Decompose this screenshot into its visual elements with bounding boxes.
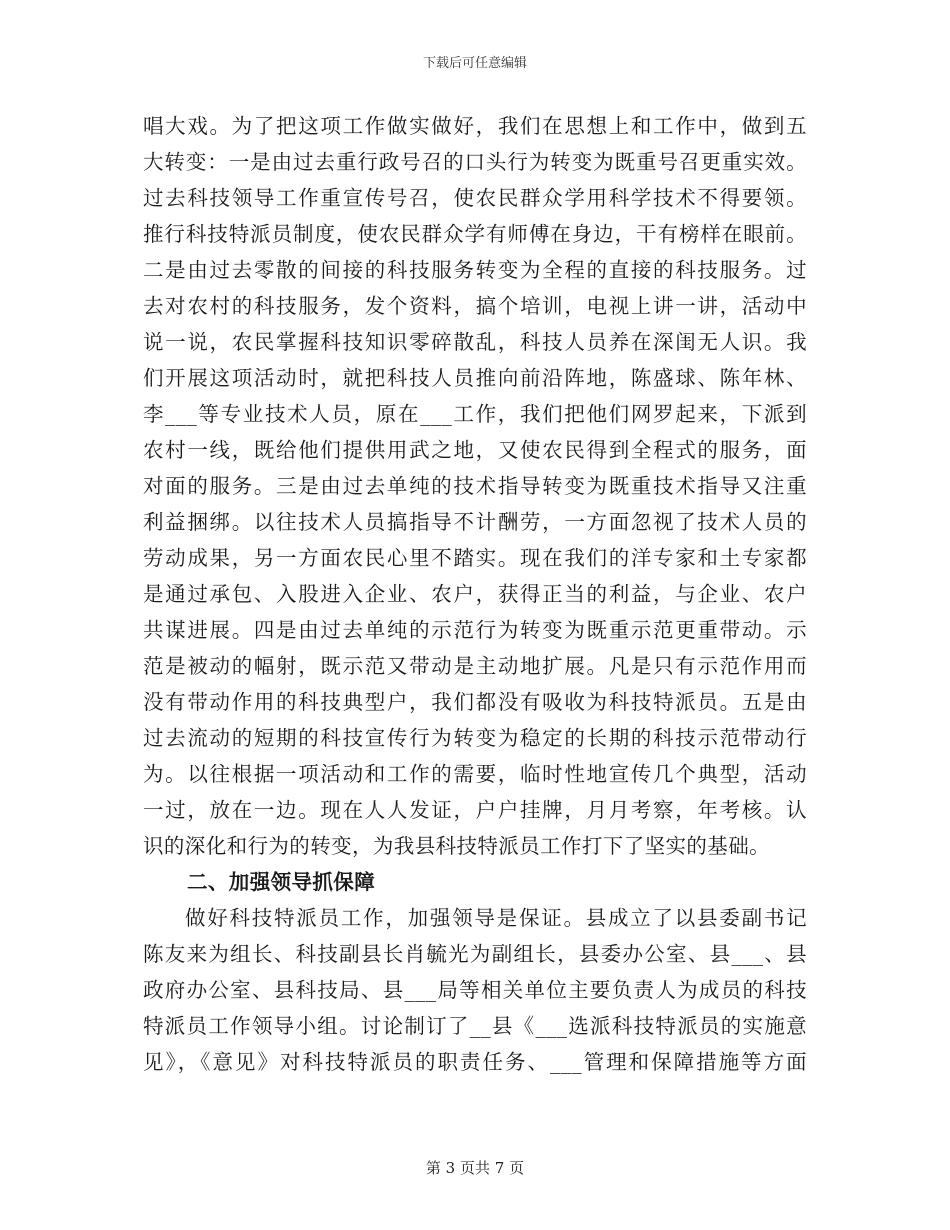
page-number: 第 3 页共 7 页: [425, 1159, 525, 1177]
body-line: 对面的服务。三是由过去单纯的技术指导转变为既重技术指导又注重: [143, 474, 807, 498]
body-line: 共谋进展。四是由过去单纯的示范行为转变为既重示范更重带动。示: [143, 618, 807, 642]
body-line: 过去科技领导工作重宣传号召，使农民群众学用科学技术不得要领。: [143, 186, 807, 210]
body-line: 识的深化和行为的转变，为我县科技特派员工作打下了坚实的基础。: [143, 834, 770, 858]
section-heading: 二、加强领导抓保障: [187, 870, 376, 894]
body-line: 利益捆绑。以往技术人员搞指导不计酬劳，一方面忽视了技术人员的: [143, 510, 807, 534]
page-header: 下载后可任意编辑: [422, 56, 527, 71]
body-line: 唱大戏。为了把这项工作做实做好，我们在思想上和工作中，做到五: [143, 114, 807, 138]
body-line: 陈友来为组长、科技副县长肖毓光为副组长，县委办公室、县___、县: [143, 942, 807, 966]
body-line: 去对农村的科技服务，发个资料，搞个培训，电视上讲一讲，活动中: [143, 294, 807, 318]
body-line: 一过，放在一边。现在人人发证，户户挂牌，月月考察，年考核。认: [143, 798, 807, 822]
body-line: 劳动成果，另一方面农民心里不踏实。现在我们的洋专家和土专家都: [143, 546, 807, 570]
body-line: 做好科技特派员工作，加强领导是保证。县成立了以县委副书记: [185, 906, 807, 930]
body-line: 没有带动作用的科技典型户，我们都没有吸收为科技特派员。五是由: [143, 690, 807, 714]
body-line: 李___等专业技术人员，原在___工作，我们把他们网罗起来，下派到: [143, 402, 807, 426]
body-line: 说一说，农民掌握科技知识零碎散乱，科技人员养在深闺无人识。我: [143, 330, 807, 354]
body-line: 们开展这项活动时，就把科技人员推向前沿阵地，陈盛球、陈年林、: [143, 366, 807, 390]
document-body: [143, 108, 807, 1080]
body-line: 范是被动的幅射，既示范又带动是主动地扩展。凡是只有示范作用而: [143, 654, 807, 678]
body-line: 二是由过去零散的间接的科技服务转变为全程的直接的科技服务。过: [143, 258, 807, 282]
body-line: 是通过承包、入股进入企业、农户，获得正当的利益，与企业、农户: [143, 582, 807, 606]
body-line: 农村一线，既给他们提供用武之地，又使农民得到全程式的服务，面: [143, 438, 807, 462]
body-line: 推行科技特派员制度，使农民群众学有师傅在身边，干有榜样在眼前。: [143, 222, 807, 246]
body-line: 政府办公室、县科技局、县___局等相关单位主要负责人为成员的科技: [143, 978, 807, 1002]
body-line: 见》，《意见》对科技特派员的职责任务、___管理和保障措施等方面: [143, 1050, 807, 1074]
body-line: 过去流动的短期的科技宣传行为转变为稳定的长期的科技示范带动行: [143, 726, 807, 750]
body-line: 特派员工作领导小组。讨论制订了__县《___选派科技特派员的实施意: [143, 1014, 807, 1038]
body-line: 大转变：一是由过去重行政号召的口头行为转变为既重号召更重实效。: [143, 150, 807, 174]
body-line: 为。以往根据一项活动和工作的需要，临时性地宣传几个典型，活动: [143, 762, 807, 786]
